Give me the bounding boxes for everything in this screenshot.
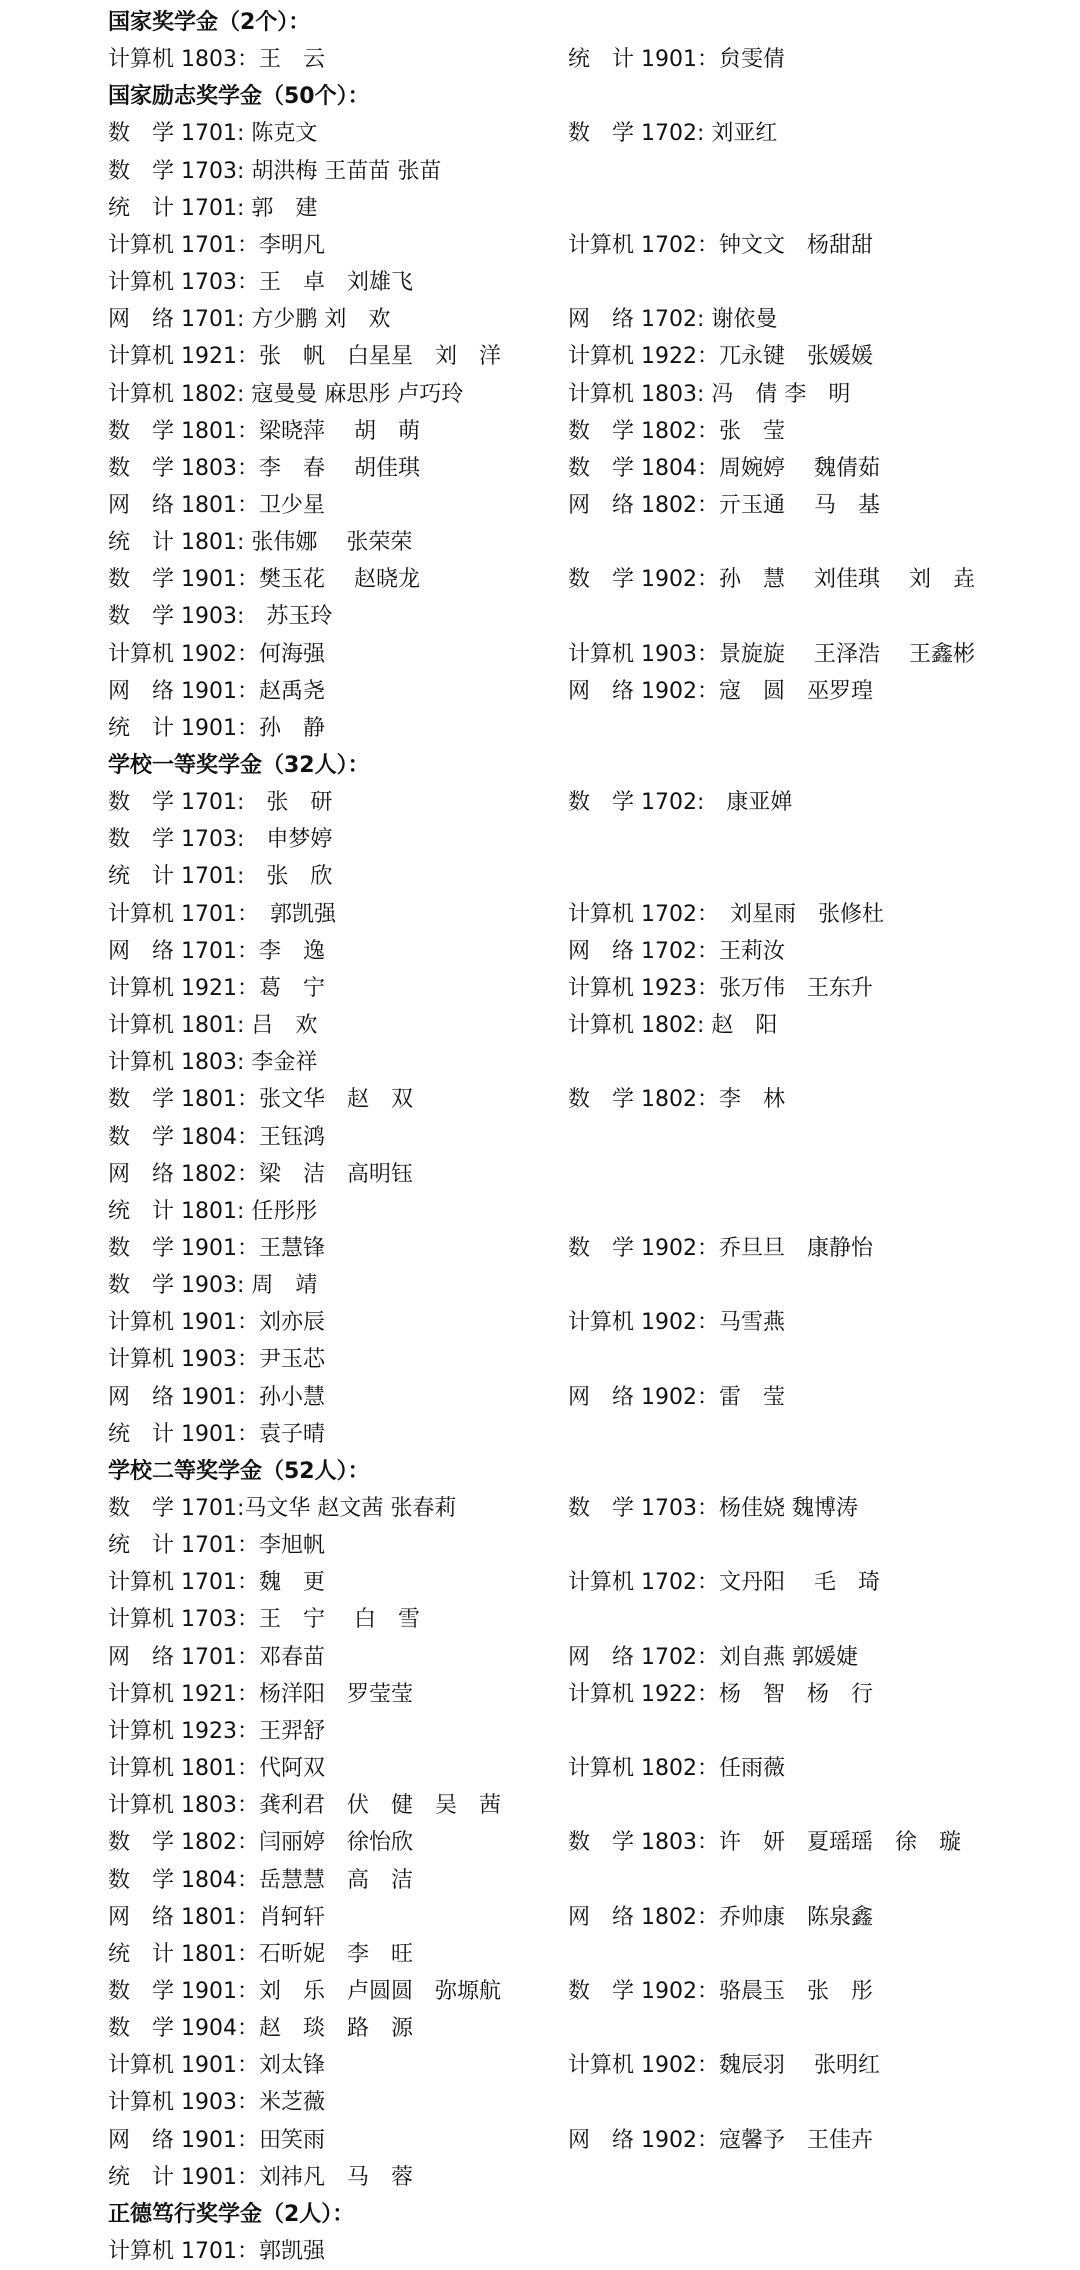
award-entry-right: 网 络 1902：寇 圆 巫罗瑝 xyxy=(568,678,873,704)
award-entry-left: 计算机 1921：张 帆 白星星 刘 洋 xyxy=(108,344,501,370)
award-entry-left: 计算机 1803：龚利君 伏 健 吴 茜 xyxy=(108,1793,501,1819)
award-entry-right: 数 学 1703：杨佳娆 魏博涛 xyxy=(568,1496,858,1521)
award-entry-left: 统 计 1801：石昕妮 李 旺 xyxy=(108,1941,413,1967)
award-entry-right: 网 络 1902：寇馨予 王佳卉 xyxy=(568,2127,873,2153)
award-entry-right: 计算机 1802: 赵 阳 xyxy=(568,1013,778,1039)
award-entry-left: 数 学 1804：岳慧慧 高 洁 xyxy=(108,1867,413,1893)
award-entry-left: 计算机 1701：李明凡 xyxy=(108,232,325,258)
award-entry-left: 计算机 1802: 寇曼曼 麻思彤 卢巧玲 xyxy=(108,381,464,407)
award-entry-right: 网 络 1802：乔帅康 陈泉鑫 xyxy=(568,1904,873,1930)
award-entry-left: 数 学 1901：王慧锋 xyxy=(108,1235,325,1261)
award-entry-left: 统 计 1901：孙 静 xyxy=(108,715,325,741)
award-entry-left: 数 学 1903: 周 靖 xyxy=(108,1273,318,1299)
award-entry-right: 计算机 1702：钟文文 杨甜甜 xyxy=(568,232,873,258)
award-entry-left: 数 学 1904：赵 琰 路 源 xyxy=(108,2016,413,2042)
section-heading: 国家奖学金（2个）： xyxy=(108,10,311,35)
award-entry-left: 网 络 1901：赵禹尧 xyxy=(108,678,325,704)
award-entry-right: 数 学 1802：李 林 xyxy=(568,1087,785,1113)
award-entry-right: 计算机 1922：兀永键 张媛媛 xyxy=(568,344,873,370)
award-entry-left: 网 络 1801：卫少星 xyxy=(108,492,325,518)
award-entry-right: 计算机 1803: 冯 倩 李 明 xyxy=(568,381,851,407)
award-entry-left: 统 计 1801: 任彤彤 xyxy=(108,1198,318,1224)
award-entry-left: 计算机 1701： 郭凯强 xyxy=(108,901,336,927)
award-entry-left: 计算机 1703：王 宁 白 雪 xyxy=(108,1607,420,1633)
section-heading: 国家励志奖学金（50个）： xyxy=(108,84,370,110)
award-entry-left: 数 学 1701: 陈克文 xyxy=(108,121,318,147)
award-entry-right: 计算机 1902：魏辰羽 张明红 xyxy=(568,2053,880,2079)
award-entry-left: 计算机 1902：何海强 xyxy=(108,641,325,667)
award-entry-left: 计算机 1801：代阿双 xyxy=(108,1756,325,1782)
award-entry-left: 数 学 1802：闫丽婷 徐怡欣 xyxy=(108,1830,413,1856)
award-entry-right: 数 学 1702: 刘亚红 xyxy=(568,121,778,147)
award-entry-left: 数 学 1804：王钰鸿 xyxy=(108,1124,325,1150)
award-entry-left: 统 计 1701: 张 欣 xyxy=(108,864,333,890)
award-entry-right: 统 计 1901：贠雯倩 xyxy=(568,47,785,73)
award-entry-left: 数 学 1803：李 春 胡佳琪 xyxy=(108,455,420,481)
section-heading: 学校一等奖学金（32人）： xyxy=(108,753,370,778)
award-entry-right: 数 学 1902：骆晨玉 张 彤 xyxy=(568,1978,873,2004)
award-entry-left: 统 计 1801: 张伟娜 张荣荣 xyxy=(108,530,413,556)
award-entry-right: 网 络 1702: 谢依曼 xyxy=(568,307,778,333)
award-entry-left: 计算机 1921：葛 宁 xyxy=(108,975,325,1001)
award-entry-left: 计算机 1703：王 卓 刘雄飞 xyxy=(108,270,413,296)
section-heading: 学校二等奖学金（52人）： xyxy=(108,1458,370,1484)
award-entry-left: 计算机 1701：郭凯强 xyxy=(108,2239,325,2264)
award-entry-left: 数 学 1701: 张 研 xyxy=(108,790,333,816)
award-entry-right: 数 学 1902：孙 慧 刘佳琪 刘 垚 xyxy=(568,567,975,593)
award-entry-right: 数 学 1803：许 妍 夏瑶瑶 徐 璇 xyxy=(568,1830,961,1856)
award-entry-left: 数 学 1701:马文华 赵文茜 张春莉 xyxy=(108,1496,457,1521)
award-entry-left: 数 学 1801：张文华 赵 双 xyxy=(108,1087,413,1113)
award-entry-left: 统 计 1901：刘祎凡 马 蓉 xyxy=(108,2164,413,2190)
award-entry-right: 数 学 1802：张 莹 xyxy=(568,418,785,444)
award-entry-left: 数 学 1801：梁晓萍 胡 萌 xyxy=(108,418,420,444)
section-heading: 正德笃行奖学金（2人）： xyxy=(108,2201,355,2227)
award-entry-left: 网 络 1801：肖轲轩 xyxy=(108,1904,325,1930)
award-entry-left: 计算机 1903：米芝薇 xyxy=(108,2090,325,2116)
award-entry-left: 网 络 1901：田笑雨 xyxy=(108,2127,325,2153)
award-entry-right: 网 络 1802：亓玉通 马 基 xyxy=(568,492,880,518)
award-entry-right: 数 学 1804：周婉婷 魏倩茹 xyxy=(568,455,880,481)
award-entry-left: 网 络 1901：孙小慧 xyxy=(108,1384,325,1410)
award-entry-left: 网 络 1701：李 逸 xyxy=(108,938,325,964)
award-entry-left: 计算机 1901：刘亦辰 xyxy=(108,1310,325,1336)
award-entry-left: 数 学 1903: 苏玉玲 xyxy=(108,604,333,630)
award-entry-left: 计算机 1903：尹玉芯 xyxy=(108,1347,325,1373)
award-entry-left: 计算机 1701：魏 更 xyxy=(108,1570,325,1596)
award-entry-right: 计算机 1923：张万伟 王东升 xyxy=(568,975,873,1001)
award-entry-left: 数 学 1703: 胡洪梅 王苗苗 张苗 xyxy=(108,158,442,184)
award-entry-left: 网 络 1701: 方少鹏 刘 欢 xyxy=(108,307,391,333)
award-entry-right: 数 学 1902：乔旦旦 康静怡 xyxy=(568,1235,873,1261)
award-entry-left: 计算机 1923：王羿舒 xyxy=(108,1718,325,1744)
award-entry-right: 计算机 1702： 刘星雨 张修杜 xyxy=(568,901,884,927)
award-entry-right: 网 络 1702：刘自燕 郭媛婕 xyxy=(568,1644,858,1670)
award-entry-right: 网 络 1702：王莉汝 xyxy=(568,938,785,964)
award-entry-left: 数 学 1901：樊玉花 赵晓龙 xyxy=(108,567,420,593)
award-entry-left: 网 络 1802：梁 洁 高明钰 xyxy=(108,1161,413,1187)
award-entry-left: 计算机 1803: 李金祥 xyxy=(108,1050,318,1076)
award-entry-right: 计算机 1922：杨 智 杨 行 xyxy=(568,1681,873,1707)
award-entry-right: 计算机 1702：文丹阳 毛 琦 xyxy=(568,1570,880,1596)
award-entry-right: 网 络 1902：雷 莹 xyxy=(568,1384,785,1410)
award-entry-left: 网 络 1701：邓春苗 xyxy=(108,1644,325,1670)
award-entry-left: 计算机 1921：杨洋阳 罗莹莹 xyxy=(108,1681,413,1707)
award-entry-left: 计算机 1901：刘太锋 xyxy=(108,2053,325,2079)
award-entry-left: 统 计 1701: 郭 建 xyxy=(108,195,318,221)
award-entry-left: 统 计 1901：袁子晴 xyxy=(108,1421,325,1447)
award-entry-left: 数 学 1703: 申梦婷 xyxy=(108,827,333,853)
award-entry-right: 计算机 1903：景旋旋 王泽浩 王鑫彬 xyxy=(568,641,975,667)
award-entry-right: 计算机 1902：马雪燕 xyxy=(568,1310,785,1336)
award-entry-left: 计算机 1801: 吕 欢 xyxy=(108,1013,318,1039)
award-entry-right: 计算机 1802：任雨薇 xyxy=(568,1756,785,1782)
award-entry-left: 计算机 1803：王 云 xyxy=(108,47,325,73)
award-entry-left: 统 计 1701：李旭帆 xyxy=(108,1533,325,1559)
award-entry-right: 数 学 1702: 康亚婵 xyxy=(568,790,793,816)
award-entry-left: 数 学 1901：刘 乐 卢圆圆 弥塬航 xyxy=(108,1978,501,2004)
